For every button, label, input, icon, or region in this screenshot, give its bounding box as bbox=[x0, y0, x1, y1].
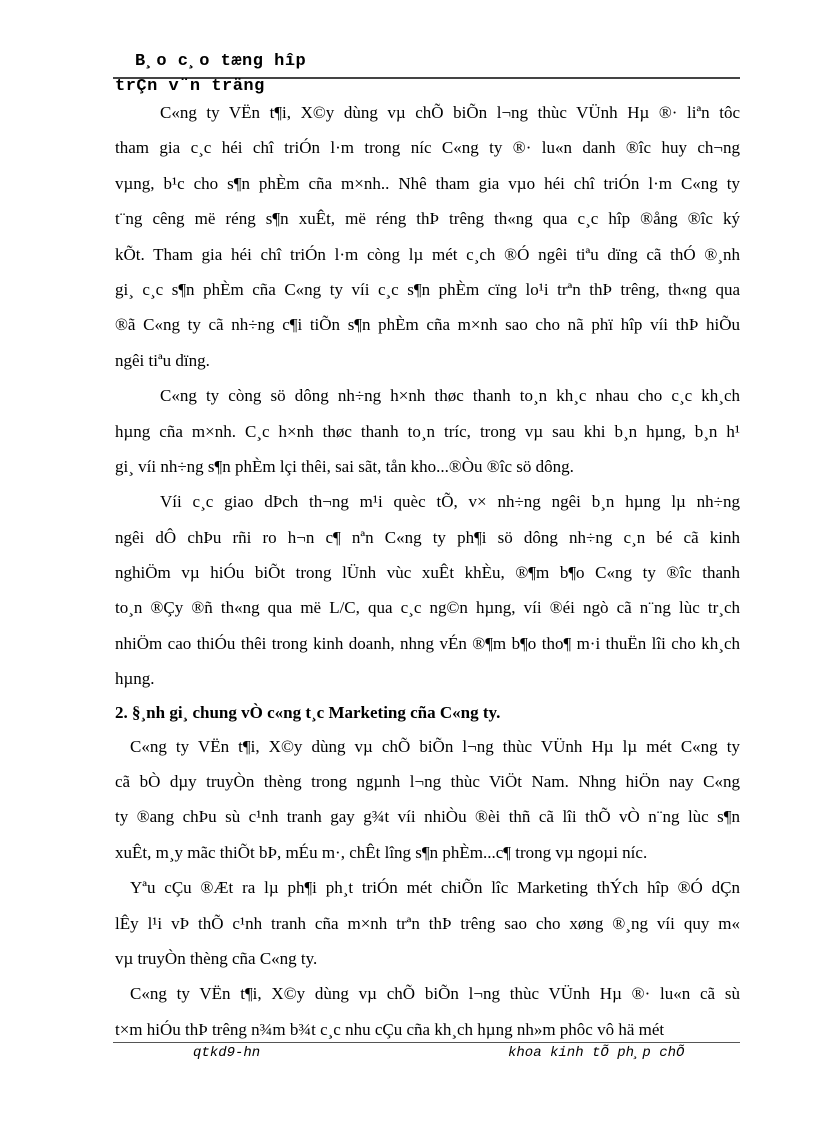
paragraph-group bbox=[115, 729, 740, 1048]
text-line: tham gia c¸c héi chî triÓn l·m trong níc C«ng ty ®· lu«n danh ®îc huy ch¬ng bbox=[115, 138, 740, 158]
text-line: xuÊt, m¸y mãc thiÕt bÞ, mÉu m·, chÊt lîng s¶n phÈm...c¶ trong vµ ngoµi níc. bbox=[115, 842, 648, 862]
text-line: cã bÒ dµy truyÒn thèng trong ngµnh l¬ng thùc ViÖt Nam. Nhng hiÖn nay C«ng bbox=[115, 772, 740, 792]
report-title: B¸o c¸o tæng hîp bbox=[135, 52, 307, 71]
text-line: vµ truyÒn thèng cña C«ng ty. bbox=[115, 948, 318, 968]
text-line: to¸n ®Çy ®ñ th«ng qua më L/C, qua c¸c ng©n hµng, víi ®éi ngò cã n¨ng lùc tr¸ch bbox=[115, 598, 740, 618]
document-body bbox=[115, 95, 740, 1047]
text-line: C«ng ty VËn t¶i, X©y dùng vµ chÕ biÕn l¬ng thùc VÜnh Hµ ®· liªn tôc bbox=[160, 103, 740, 122]
text-line: nghiÖm vµ hiÓu biÕt trong lÜnh vùc xuÊt khÈu, ®¶m b¶o C«ng ty ®îc thanh bbox=[115, 563, 740, 583]
text-line: t¨ng cêng më réng s¶n xuÊt, më réng thÞ trêng th«ng qua c¸c hîp ®ång ®îc ký bbox=[115, 209, 740, 229]
footer-divider bbox=[113, 1042, 740, 1043]
text-line: C«ng ty VËn t¶i, X©y dùng vµ chÕ biÕn l¬ng thùc VÜnh Hµ lµ mét C«ng ty bbox=[130, 736, 740, 756]
text-line: ®ã C«ng ty cã nh÷ng c¶i tiÕn s¶n phÈm cña m×nh sao cho nã phï hîp víi thÞ hiÕu bbox=[115, 315, 740, 335]
text-line: vµng, b¹c cho s¶n phÈm cña m×nh.. Nhê tham gia vµo héi chî triÓn l·m C«ng ty bbox=[115, 173, 740, 193]
author-name: trÇn v¨n träng bbox=[115, 77, 265, 96]
text-line: hµng cña m×nh. C¸c h×nh thøc thanh to¸n tríc, trong vµ sau khi b¸n hµng, b¸n h¹ bbox=[115, 421, 740, 441]
footer-right: khoa kinh tÕ ph¸p chÕ bbox=[508, 1045, 685, 1061]
text-line: lÊy l¹i vÞ thÕ c¹nh tranh cña m×nh trªn thÞ trêng sao cho xøng ®¸ng víi quy m« bbox=[115, 913, 740, 933]
paragraph bbox=[115, 95, 740, 697]
text-line: C«ng ty còng sö dông nh÷ng h×nh thøc thanh to¸n kh¸c nhau cho c¸c kh¸ch bbox=[160, 386, 740, 406]
section-heading: 2. §¸nh gi¸ chung vÒ c«ng t¸c Marketing cña C«ng ty. bbox=[115, 702, 501, 722]
footer-left: qtkd9-hn bbox=[193, 1045, 261, 1061]
text-line: hµng. bbox=[115, 669, 155, 689]
text-line: Víi c¸c giao dÞch th¬ng m¹i quèc tÕ, v× nh÷ng ngêi b¸n hµng lµ nh÷ng bbox=[160, 492, 740, 512]
text-line: C«ng ty VËn t¶i, X©y dùng vµ chÕ biÕn l¬ng thùc VÜnh Hµ ®· lu«n cã sù bbox=[130, 984, 740, 1004]
text-line: t×m hiÓu thÞ trêng n¾m b¾t c¸c nhu cÇu cña kh¸ch hµng nh»m phôc vô hä mét bbox=[115, 1019, 665, 1039]
text-line: ty ®ang chÞu sù c¹nh tranh gay g¾t víi nhiÒu ®èi thñ cã lîi thÕ vÒ n¨ng lùc s¶n bbox=[115, 807, 740, 827]
text-line: gi¸ víi nh÷ng s¶n phÈm lçi thêi, sai sãt, tån kho...®Òu ®îc sö dông. bbox=[115, 456, 574, 476]
text-line: kÕt. Tham gia héi chî triÓn l·m còng lµ mét c¸ch ®Ó ngêi tiªu dïng cã thÓ ®¸nh bbox=[115, 244, 740, 264]
text-line: nhiÖm cao thiÓu thêi trong kinh doanh, nhng vÉn ®¶m b¶o tho¶ m·i thuËn lîi cho kh¸ch bbox=[115, 633, 740, 653]
text-line: ngêi dÔ chÞu rñi ro h¬n c¶ nªn C«ng ty ph¶i sö dông nh÷ng c¸n bé cã kinh bbox=[115, 527, 740, 547]
text-line: Yªu cÇu ®Æt ra lµ ph¶i ph¸t triÓn mét chiÕn lîc Marketing thÝch hîp ®Ó dÇn bbox=[130, 878, 740, 898]
text-line: ngêi tiªu dïng. bbox=[115, 350, 210, 370]
text-line: gi¸ c¸c s¶n phÈm cña C«ng ty víi c¸c s¶n phÈm cïng lo¹i trªn thÞ trêng, th«ng qua bbox=[115, 279, 740, 299]
